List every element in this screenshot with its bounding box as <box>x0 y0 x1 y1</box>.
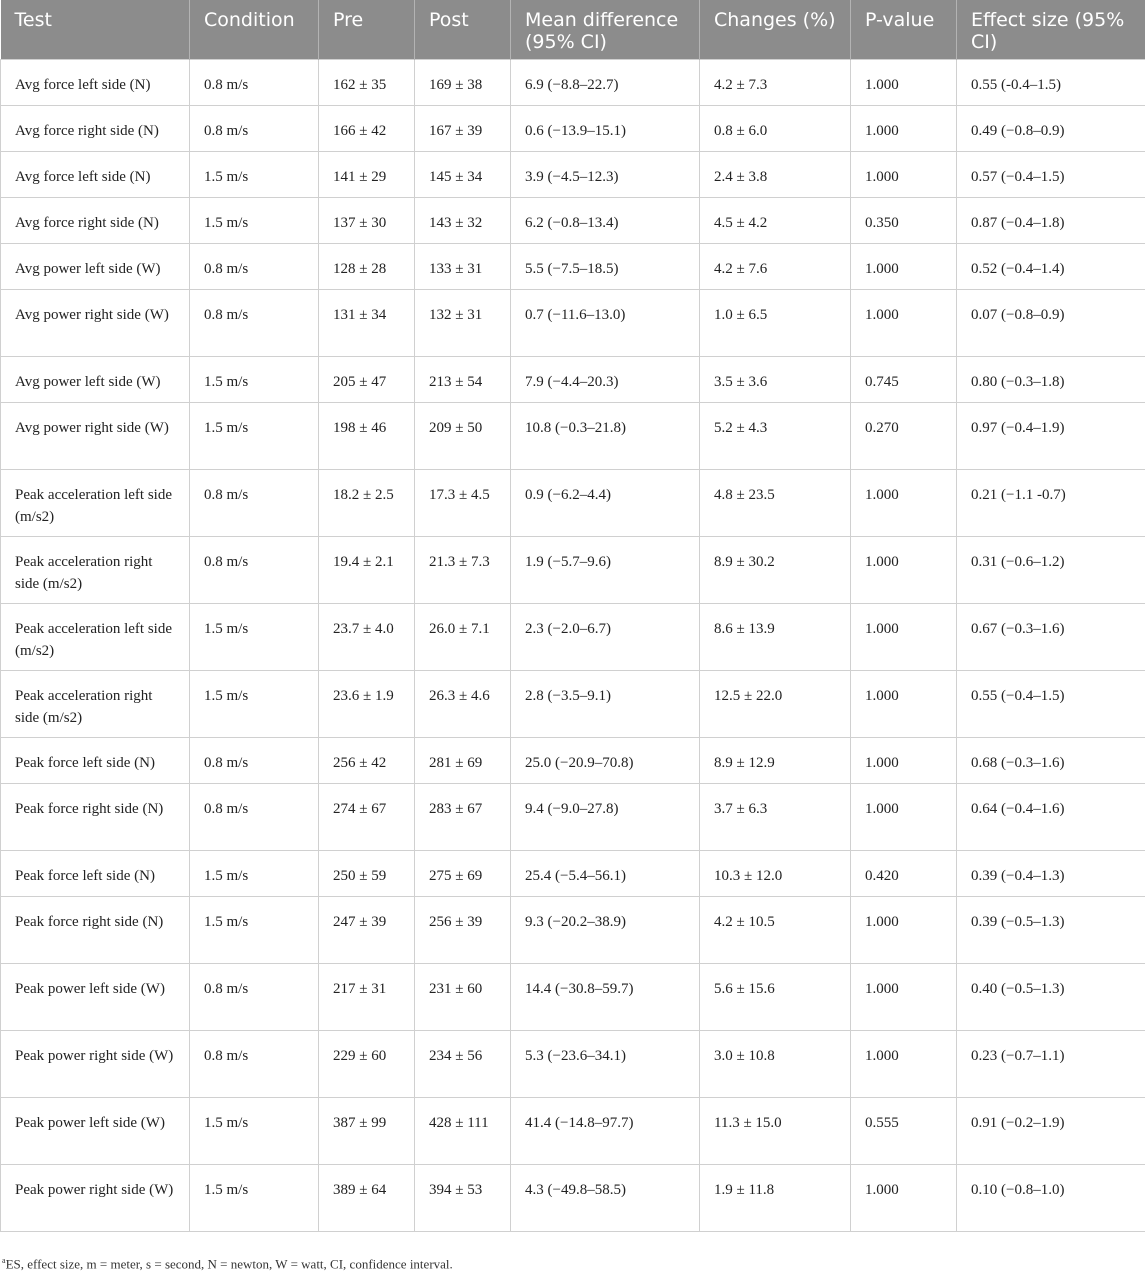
cell-changes: 3.5 ± 3.6 <box>700 356 851 402</box>
cell-p-value: 1.000 <box>851 536 957 603</box>
cell-pre: 23.7 ± 4.0 <box>319 603 415 670</box>
header-row <box>1 0 1145 59</box>
table-row <box>1 59 1145 105</box>
column-header-effect-size: Effect size (95% CI) <box>957 0 1145 59</box>
cell-pre: 131 ± 34 <box>319 289 415 356</box>
cell-test: Peak force left side (N) <box>1 737 190 783</box>
cell-changes: 5.6 ± 15.6 <box>700 963 851 1030</box>
cell-effect-size: 0.07 (−0.8–0.9) <box>957 289 1145 356</box>
cell-p-value: 1.000 <box>851 670 957 737</box>
cell-changes: 11.3 ± 15.0 <box>700 1097 851 1164</box>
cell-test: Avg force right side (N) <box>1 105 190 151</box>
cell-test: Peak acceleration right side (m/s2) <box>1 670 190 737</box>
cell-pre: 128 ± 28 <box>319 243 415 289</box>
cell-changes: 8.9 ± 12.9 <box>700 737 851 783</box>
cell-mean-difference: 0.9 (−6.2–4.4) <box>511 469 700 536</box>
cell-p-value: 0.270 <box>851 402 957 469</box>
cell-test: Avg power left side (W) <box>1 243 190 289</box>
cell-effect-size: 0.49 (−0.8–0.9) <box>957 105 1145 151</box>
cell-changes: 4.2 ± 7.6 <box>700 243 851 289</box>
cell-mean-difference: 41.4 (−14.8–97.7) <box>511 1097 700 1164</box>
cell-post: 213 ± 54 <box>415 356 511 402</box>
cell-test: Avg force left side (N) <box>1 151 190 197</box>
cell-pre: 247 ± 39 <box>319 896 415 963</box>
cell-effect-size: 0.52 (−0.4–1.4) <box>957 243 1145 289</box>
cell-changes: 3.7 ± 6.3 <box>700 783 851 850</box>
cell-pre: 198 ± 46 <box>319 402 415 469</box>
cell-mean-difference: 4.3 (−49.8–58.5) <box>511 1164 700 1231</box>
table-row <box>1 603 1145 670</box>
cell-post: 394 ± 53 <box>415 1164 511 1231</box>
cell-mean-difference: 7.9 (−4.4–20.3) <box>511 356 700 402</box>
cell-mean-difference: 6.9 (−8.8–22.7) <box>511 59 700 105</box>
cell-p-value: 1.000 <box>851 963 957 1030</box>
cell-p-value: 1.000 <box>851 469 957 536</box>
cell-effect-size: 0.40 (−0.5–1.3) <box>957 963 1145 1030</box>
cell-mean-difference: 5.5 (−7.5–18.5) <box>511 243 700 289</box>
cell-condition: 0.8 m/s <box>190 536 319 603</box>
cell-effect-size: 0.64 (−0.4–1.6) <box>957 783 1145 850</box>
cell-test: Peak force right side (N) <box>1 783 190 850</box>
table-row <box>1 783 1145 850</box>
cell-mean-difference: 1.9 (−5.7–9.6) <box>511 536 700 603</box>
column-header-p-value: P-value <box>851 0 957 59</box>
cell-post: 234 ± 56 <box>415 1030 511 1097</box>
cell-condition: 0.8 m/s <box>190 289 319 356</box>
cell-changes: 3.0 ± 10.8 <box>700 1030 851 1097</box>
footnote-text: ES, effect size, m = meter, s = second, N = newton, W = watt, CI, confidence interval. <box>6 1256 453 1271</box>
cell-p-value: 1.000 <box>851 151 957 197</box>
cell-p-value: 1.000 <box>851 289 957 356</box>
cell-p-value: 1.000 <box>851 783 957 850</box>
cell-changes: 4.2 ± 7.3 <box>700 59 851 105</box>
cell-test: Peak acceleration left side (m/s2) <box>1 469 190 536</box>
table-row <box>1 896 1145 963</box>
cell-effect-size: 0.68 (−0.3–1.6) <box>957 737 1145 783</box>
cell-post: 143 ± 32 <box>415 197 511 243</box>
cell-p-value: 1.000 <box>851 1164 957 1231</box>
cell-effect-size: 0.55 (−0.4–1.5) <box>957 670 1145 737</box>
table-row <box>1 469 1145 536</box>
column-header-condition: Condition <box>190 0 319 59</box>
cell-post: 26.3 ± 4.6 <box>415 670 511 737</box>
cell-p-value: 1.000 <box>851 105 957 151</box>
cell-condition: 1.5 m/s <box>190 670 319 737</box>
cell-test: Avg power right side (W) <box>1 289 190 356</box>
table-row <box>1 1164 1145 1231</box>
column-header-test: Test <box>1 0 190 59</box>
cell-test: Avg force right side (N) <box>1 197 190 243</box>
cell-mean-difference: 9.4 (−9.0–27.8) <box>511 783 700 850</box>
cell-condition: 1.5 m/s <box>190 603 319 670</box>
cell-condition: 1.5 m/s <box>190 1164 319 1231</box>
cell-pre: 23.6 ± 1.9 <box>319 670 415 737</box>
cell-condition: 0.8 m/s <box>190 963 319 1030</box>
table-body <box>1 59 1145 1231</box>
cell-test: Peak power right side (W) <box>1 1164 190 1231</box>
cell-pre: 274 ± 67 <box>319 783 415 850</box>
cell-effect-size: 0.67 (−0.3–1.6) <box>957 603 1145 670</box>
cell-condition: 0.8 m/s <box>190 783 319 850</box>
cell-pre: 162 ± 35 <box>319 59 415 105</box>
table-row <box>1 105 1145 151</box>
cell-post: 133 ± 31 <box>415 243 511 289</box>
cell-p-value: 0.555 <box>851 1097 957 1164</box>
cell-condition: 1.5 m/s <box>190 151 319 197</box>
cell-pre: 250 ± 59 <box>319 850 415 896</box>
cell-changes: 8.9 ± 30.2 <box>700 536 851 603</box>
cell-p-value: 1.000 <box>851 603 957 670</box>
cell-pre: 387 ± 99 <box>319 1097 415 1164</box>
cell-p-value: 0.350 <box>851 197 957 243</box>
table-row <box>1 737 1145 783</box>
cell-condition: 0.8 m/s <box>190 1030 319 1097</box>
cell-test: Peak force right side (N) <box>1 896 190 963</box>
cell-pre: 256 ± 42 <box>319 737 415 783</box>
cell-post: 26.0 ± 7.1 <box>415 603 511 670</box>
cell-post: 132 ± 31 <box>415 289 511 356</box>
cell-p-value: 1.000 <box>851 59 957 105</box>
cell-pre: 18.2 ± 2.5 <box>319 469 415 536</box>
cell-test: Peak power left side (W) <box>1 963 190 1030</box>
cell-pre: 137 ± 30 <box>319 197 415 243</box>
cell-effect-size: 0.80 (−0.3–1.8) <box>957 356 1145 402</box>
cell-mean-difference: 9.3 (−20.2–38.9) <box>511 896 700 963</box>
cell-post: 428 ± 111 <box>415 1097 511 1164</box>
cell-pre: 217 ± 31 <box>319 963 415 1030</box>
cell-mean-difference: 2.3 (−2.0–6.7) <box>511 603 700 670</box>
cell-mean-difference: 0.6 (−13.9–15.1) <box>511 105 700 151</box>
cell-p-value: 1.000 <box>851 896 957 963</box>
cell-post: 231 ± 60 <box>415 963 511 1030</box>
table-row <box>1 536 1145 603</box>
cell-condition: 0.8 m/s <box>190 105 319 151</box>
table-footnote <box>2 1256 453 1272</box>
cell-p-value: 1.000 <box>851 737 957 783</box>
cell-post: 283 ± 67 <box>415 783 511 850</box>
cell-mean-difference: 3.9 (−4.5–12.3) <box>511 151 700 197</box>
cell-condition: 1.5 m/s <box>190 402 319 469</box>
table-row <box>1 289 1145 356</box>
cell-effect-size: 0.97 (−0.4–1.9) <box>957 402 1145 469</box>
cell-effect-size: 0.55 (-0.4–1.5) <box>957 59 1145 105</box>
column-header-mean-difference: Mean difference (95% CI) <box>511 0 700 59</box>
cell-mean-difference: 25.0 (−20.9–70.8) <box>511 737 700 783</box>
cell-mean-difference: 14.4 (−30.8–59.7) <box>511 963 700 1030</box>
cell-changes: 4.2 ± 10.5 <box>700 896 851 963</box>
cell-pre: 19.4 ± 2.1 <box>319 536 415 603</box>
cell-post: 167 ± 39 <box>415 105 511 151</box>
cell-post: 281 ± 69 <box>415 737 511 783</box>
cell-post: 169 ± 38 <box>415 59 511 105</box>
table-row <box>1 151 1145 197</box>
table-row <box>1 963 1145 1030</box>
cell-post: 21.3 ± 7.3 <box>415 536 511 603</box>
cell-post: 145 ± 34 <box>415 151 511 197</box>
cell-pre: 166 ± 42 <box>319 105 415 151</box>
cell-mean-difference: 6.2 (−0.8–13.4) <box>511 197 700 243</box>
cell-mean-difference: 2.8 (−3.5–9.1) <box>511 670 700 737</box>
cell-changes: 1.0 ± 6.5 <box>700 289 851 356</box>
table-row <box>1 1097 1145 1164</box>
cell-effect-size: 0.57 (−0.4–1.5) <box>957 151 1145 197</box>
cell-changes: 1.9 ± 11.8 <box>700 1164 851 1231</box>
cell-post: 209 ± 50 <box>415 402 511 469</box>
cell-pre: 229 ± 60 <box>319 1030 415 1097</box>
cell-condition: 1.5 m/s <box>190 896 319 963</box>
column-header-post: Post <box>415 0 511 59</box>
cell-condition: 0.8 m/s <box>190 469 319 536</box>
cell-changes: 2.4 ± 3.8 <box>700 151 851 197</box>
cell-test: Avg power right side (W) <box>1 402 190 469</box>
cell-condition: 0.8 m/s <box>190 243 319 289</box>
cell-changes: 8.6 ± 13.9 <box>700 603 851 670</box>
cell-condition: 0.8 m/s <box>190 59 319 105</box>
cell-post: 275 ± 69 <box>415 850 511 896</box>
cell-test: Peak acceleration left side (m/s2) <box>1 603 190 670</box>
cell-effect-size: 0.39 (−0.4–1.3) <box>957 850 1145 896</box>
cell-effect-size: 0.39 (−0.5–1.3) <box>957 896 1145 963</box>
table-row <box>1 670 1145 737</box>
cell-mean-difference: 25.4 (−5.4–56.1) <box>511 850 700 896</box>
cell-changes: 10.3 ± 12.0 <box>700 850 851 896</box>
cell-pre: 141 ± 29 <box>319 151 415 197</box>
cell-changes: 4.8 ± 23.5 <box>700 469 851 536</box>
footnote-marker: a <box>2 1256 6 1265</box>
cell-effect-size: 0.87 (−0.4–1.8) <box>957 197 1145 243</box>
cell-effect-size: 0.23 (−0.7–1.1) <box>957 1030 1145 1097</box>
cell-mean-difference: 0.7 (−11.6–13.0) <box>511 289 700 356</box>
table-row <box>1 1030 1145 1097</box>
cell-test: Peak power left side (W) <box>1 1097 190 1164</box>
column-header-changes: Changes (%) <box>700 0 851 59</box>
cell-post: 256 ± 39 <box>415 896 511 963</box>
table-row <box>1 197 1145 243</box>
cell-test: Peak power right side (W) <box>1 1030 190 1097</box>
cell-condition: 0.8 m/s <box>190 737 319 783</box>
cell-p-value: 1.000 <box>851 243 957 289</box>
cell-p-value: 1.000 <box>851 1030 957 1097</box>
cell-mean-difference: 5.3 (−23.6–34.1) <box>511 1030 700 1097</box>
cell-condition: 1.5 m/s <box>190 1097 319 1164</box>
cell-changes: 4.5 ± 4.2 <box>700 197 851 243</box>
table-row <box>1 356 1145 402</box>
cell-test: Avg power left side (W) <box>1 356 190 402</box>
cell-changes: 5.2 ± 4.3 <box>700 402 851 469</box>
cell-effect-size: 0.31 (−0.6–1.2) <box>957 536 1145 603</box>
column-header-pre: Pre <box>319 0 415 59</box>
cell-test: Avg force left side (N) <box>1 59 190 105</box>
cell-test: Peak force left side (N) <box>1 850 190 896</box>
cell-post: 17.3 ± 4.5 <box>415 469 511 536</box>
cell-p-value: 0.745 <box>851 356 957 402</box>
cell-condition: 1.5 m/s <box>190 850 319 896</box>
table-row <box>1 402 1145 469</box>
cell-effect-size: 0.21 (−1.1 -0.7) <box>957 469 1145 536</box>
cell-condition: 1.5 m/s <box>190 356 319 402</box>
cell-pre: 389 ± 64 <box>319 1164 415 1231</box>
cell-condition: 1.5 m/s <box>190 197 319 243</box>
cell-p-value: 0.420 <box>851 850 957 896</box>
cell-pre: 205 ± 47 <box>319 356 415 402</box>
cell-changes: 12.5 ± 22.0 <box>700 670 851 737</box>
table-row <box>1 243 1145 289</box>
cell-effect-size: 0.91 (−0.2–1.9) <box>957 1097 1145 1164</box>
cell-mean-difference: 10.8 (−0.3–21.8) <box>511 402 700 469</box>
cell-test: Peak acceleration right side (m/s2) <box>1 536 190 603</box>
table-row <box>1 850 1145 896</box>
cell-effect-size: 0.10 (−0.8–1.0) <box>957 1164 1145 1231</box>
cell-changes: 0.8 ± 6.0 <box>700 105 851 151</box>
